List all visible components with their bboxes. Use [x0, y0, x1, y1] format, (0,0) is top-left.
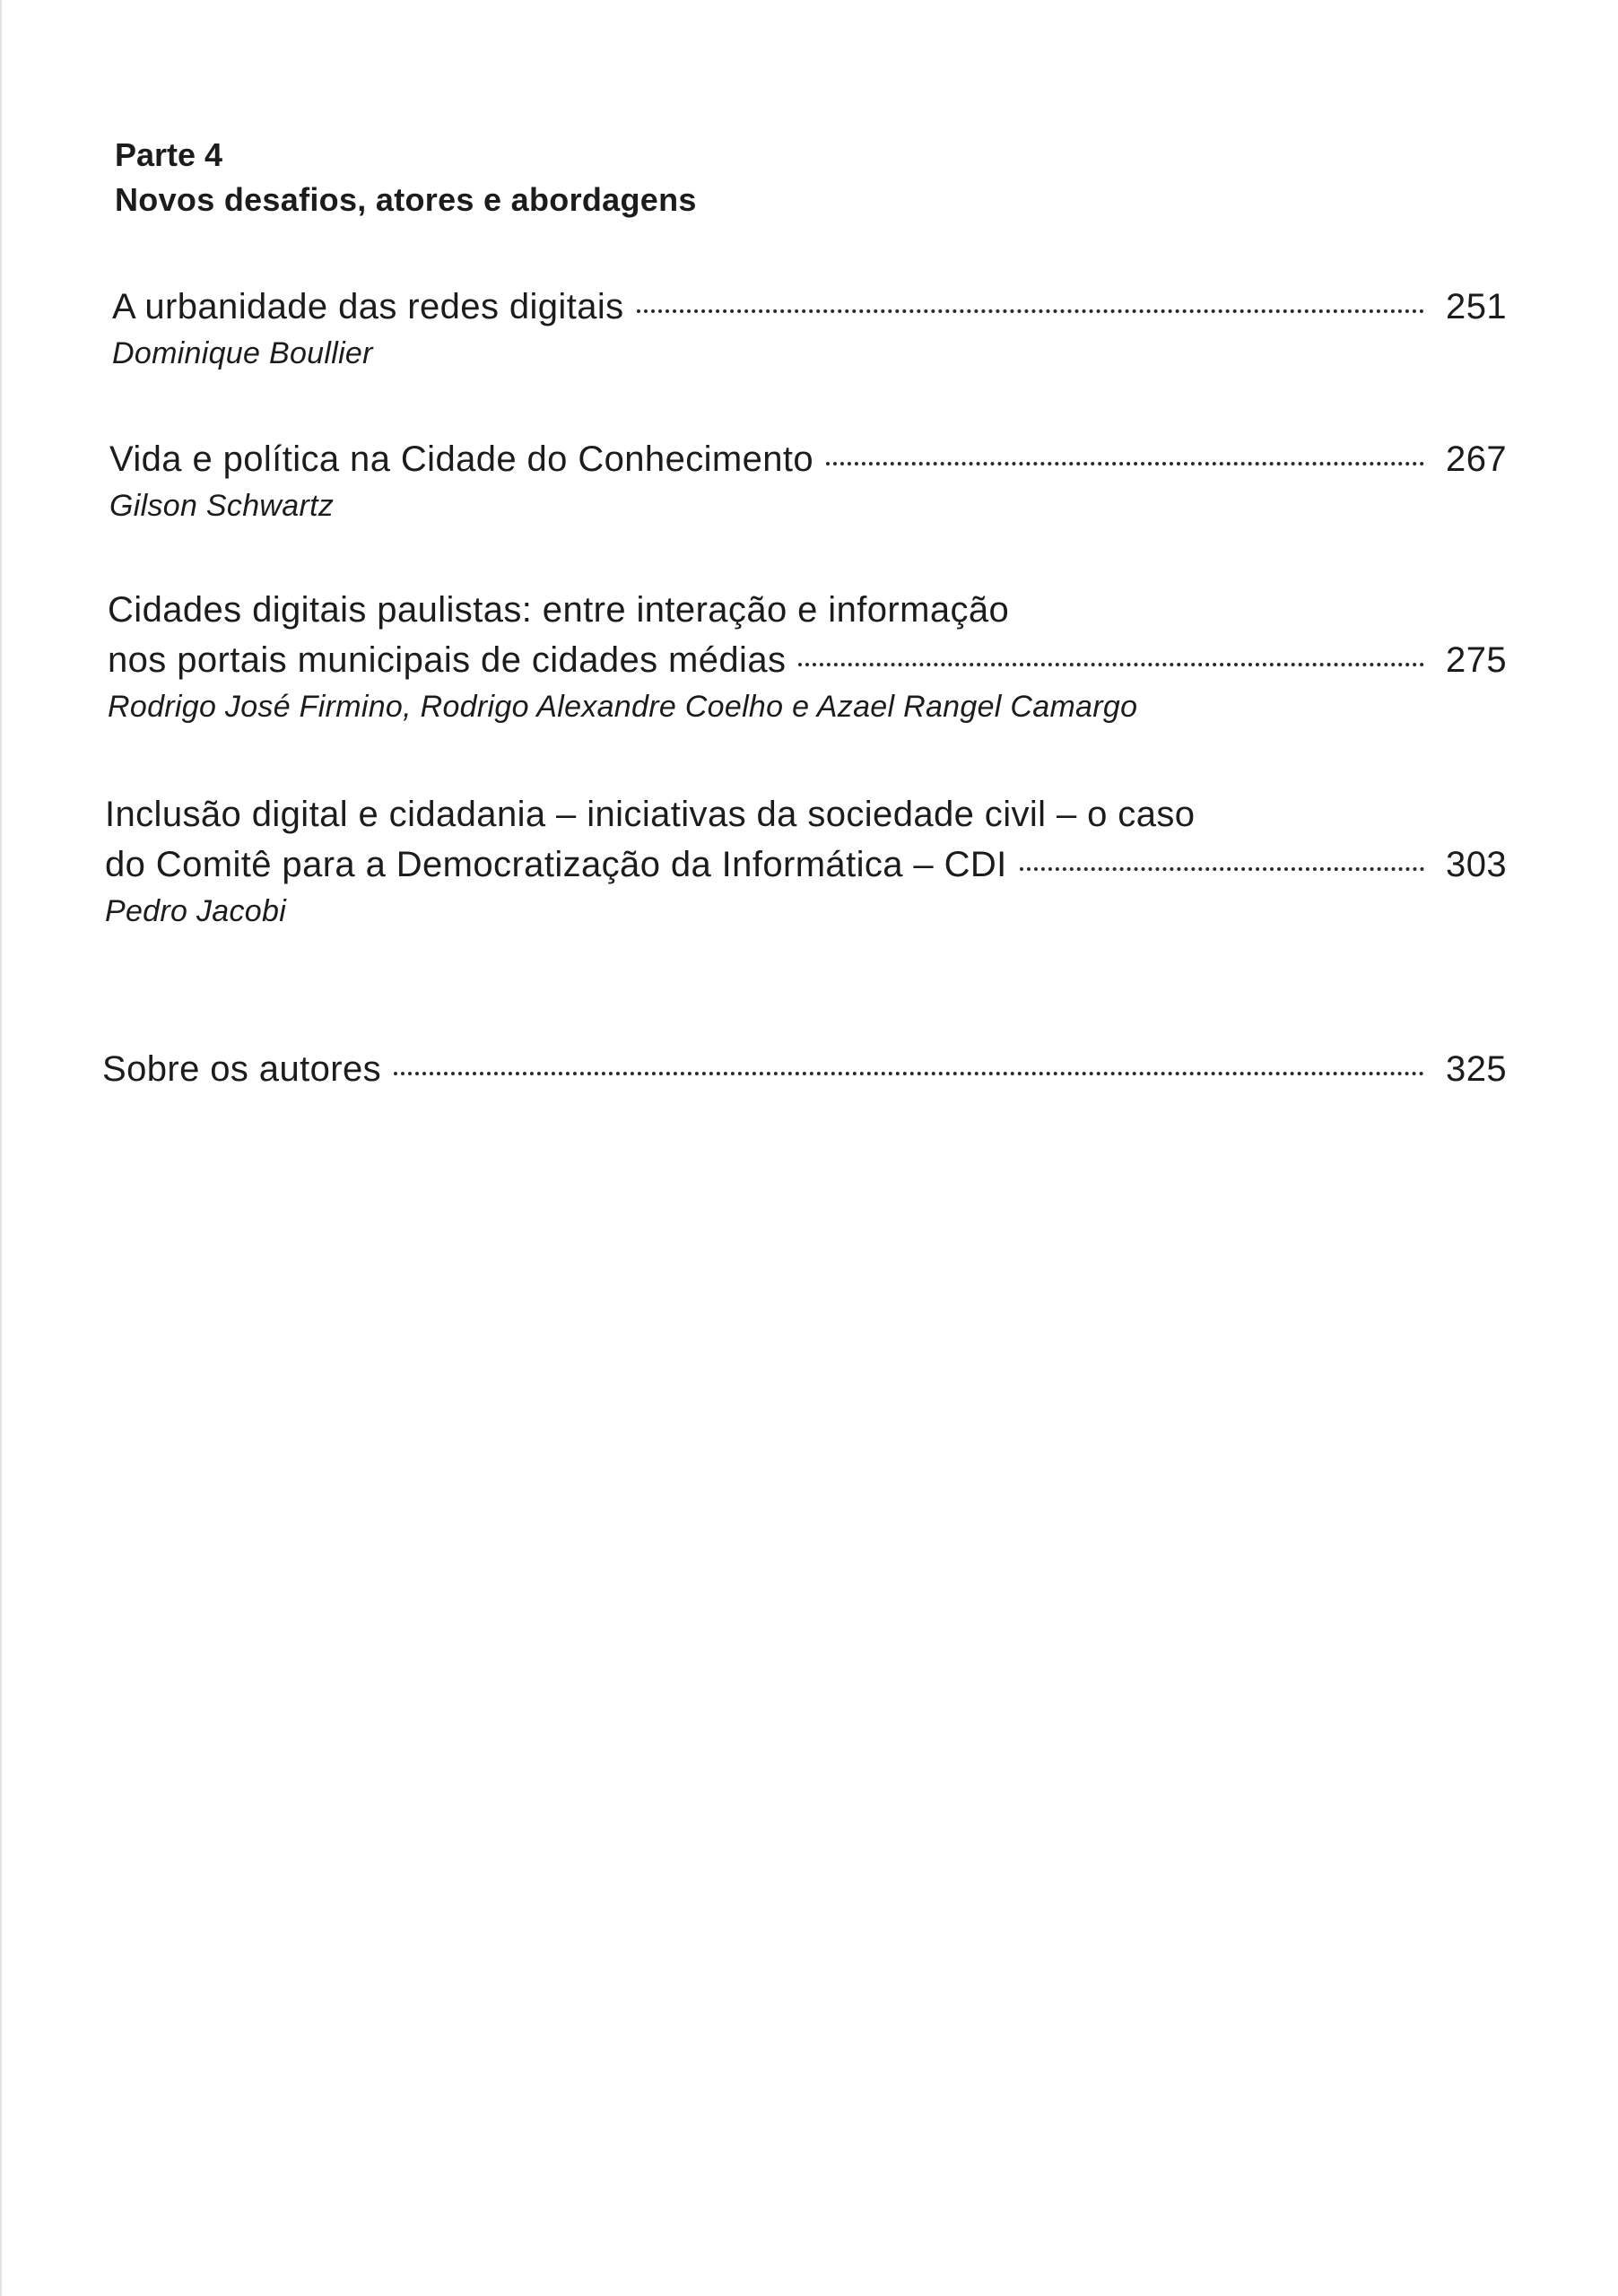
- toc-entry-title-line: [108, 585, 1507, 635]
- toc-entry-author: Rodrigo José Firmino, Rodrigo Alexandre Coelho e Azael Rangel Camargo: [108, 690, 1138, 724]
- toc-entry-title-continuation: nos portais municipais de cidades médias: [108, 640, 787, 680]
- toc-entry-author: Pedro Jacobi: [105, 894, 287, 928]
- toc-entry-title: Sobre os autores: [102, 1049, 382, 1089]
- toc-entry-title: Vida e política na Cidade do Conhecimento: [109, 439, 814, 479]
- toc-entry-title-line: [105, 789, 1507, 839]
- toc-entry-title-continuation: do Comitê para a Democratização da Informática – CDI: [105, 845, 1007, 884]
- toc-entry-title-line: [102, 1044, 1507, 1094]
- dot-leader: [826, 462, 1424, 465]
- dot-leader: [1020, 867, 1424, 871]
- toc-entry[interactable]: [109, 434, 1507, 527]
- toc-entry[interactable]: [102, 1044, 1507, 1094]
- toc-entry[interactable]: [108, 585, 1507, 728]
- toc-entry[interactable]: [112, 282, 1507, 375]
- toc-entry-title-line: [109, 434, 1507, 484]
- part-heading: [115, 133, 697, 222]
- toc-entry-title-line: [112, 282, 1507, 332]
- part-label: Parte 4: [115, 136, 223, 173]
- toc-entry-page-number: 267: [1446, 439, 1507, 479]
- toc-entry-page-number: 251: [1446, 287, 1507, 326]
- page-edge-shadow: [0, 0, 3, 2296]
- toc-entry-title-line: [108, 635, 1507, 685]
- toc-entry-title-line: [105, 839, 1507, 890]
- toc-entry[interactable]: [105, 789, 1507, 933]
- toc-entry-author: Dominique Boullier: [112, 336, 373, 370]
- toc-entry-title: Inclusão digital e cidadania – iniciativas da sociedade civil – o caso: [105, 795, 1196, 834]
- dot-leader: [798, 663, 1424, 666]
- toc-entry-title: Cidades digitais paulistas: entre interação e informação: [108, 590, 1010, 630]
- part-title: Novos desafios, atores e abordagens: [115, 181, 697, 218]
- toc-entry-author: Gilson Schwartz: [109, 489, 335, 523]
- toc-entry-page-number: 325: [1446, 1049, 1507, 1089]
- dot-leader: [394, 1072, 1424, 1075]
- toc-entry-page-number: 275: [1446, 640, 1507, 680]
- dot-leader: [637, 309, 1424, 313]
- toc-entry-title: A urbanidade das redes digitais: [112, 287, 624, 326]
- toc-entry-page-number: 303: [1446, 845, 1507, 884]
